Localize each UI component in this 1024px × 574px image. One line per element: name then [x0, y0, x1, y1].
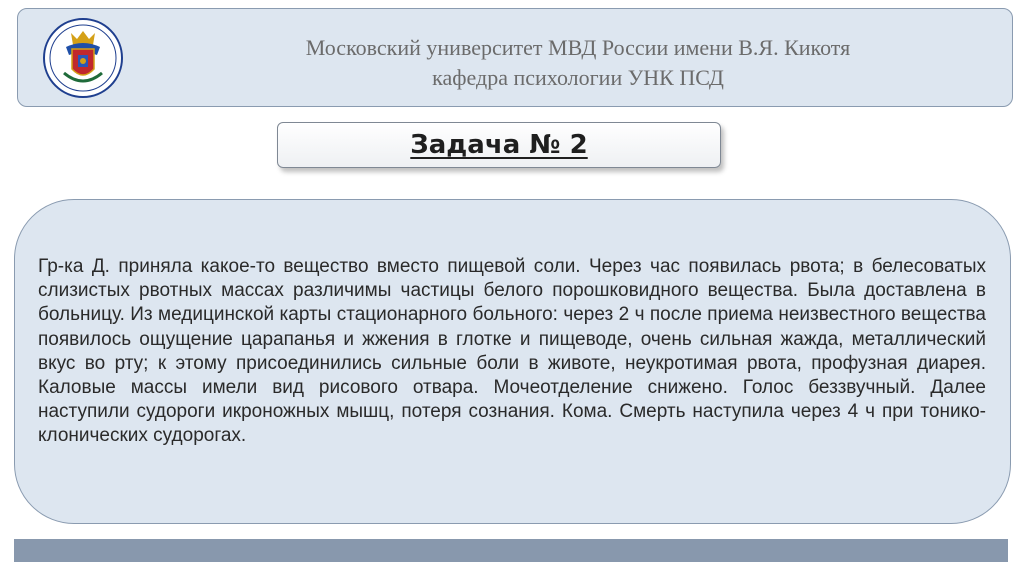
university-name: Московский университет МВД России имени В.Я. Кикотя	[305, 35, 851, 60]
department-name: кафедра психологии УНК ПСД	[432, 65, 724, 90]
footer-bar	[14, 539, 1008, 562]
task-title-box	[277, 122, 721, 168]
header-panel	[17, 8, 1013, 107]
task-description: Гр-ка Д. приняла какое-то вещество вместо пищевой соли. Через час появилась рвота; в белесоватых слизистых рвотных массах различимы частицы белого порошковидного вещества. Была доставлена в больницу. Из медицинской карты стационарного больного: через 2 ч после приема неизвестного вещества появилось ощущение царапанья и жжения в глотке и пищеводе, очень сильная жажда, металлический вкус во рту; к этому присоединились сильные боли в животе, неукротимая рвота, профузная диарея. Каловые массы имели вид рисового отвара. Мочеотделение снижено. Голос беззвучный. Далее наступили судороги икроножных мышц, потеря сознания. Кома. Смерть наступила через 4 ч при тонико-клонических судорогах.	[38, 256, 986, 447]
task-title: Задача № 2	[410, 130, 588, 160]
mvd-university-emblem-icon	[42, 17, 124, 99]
